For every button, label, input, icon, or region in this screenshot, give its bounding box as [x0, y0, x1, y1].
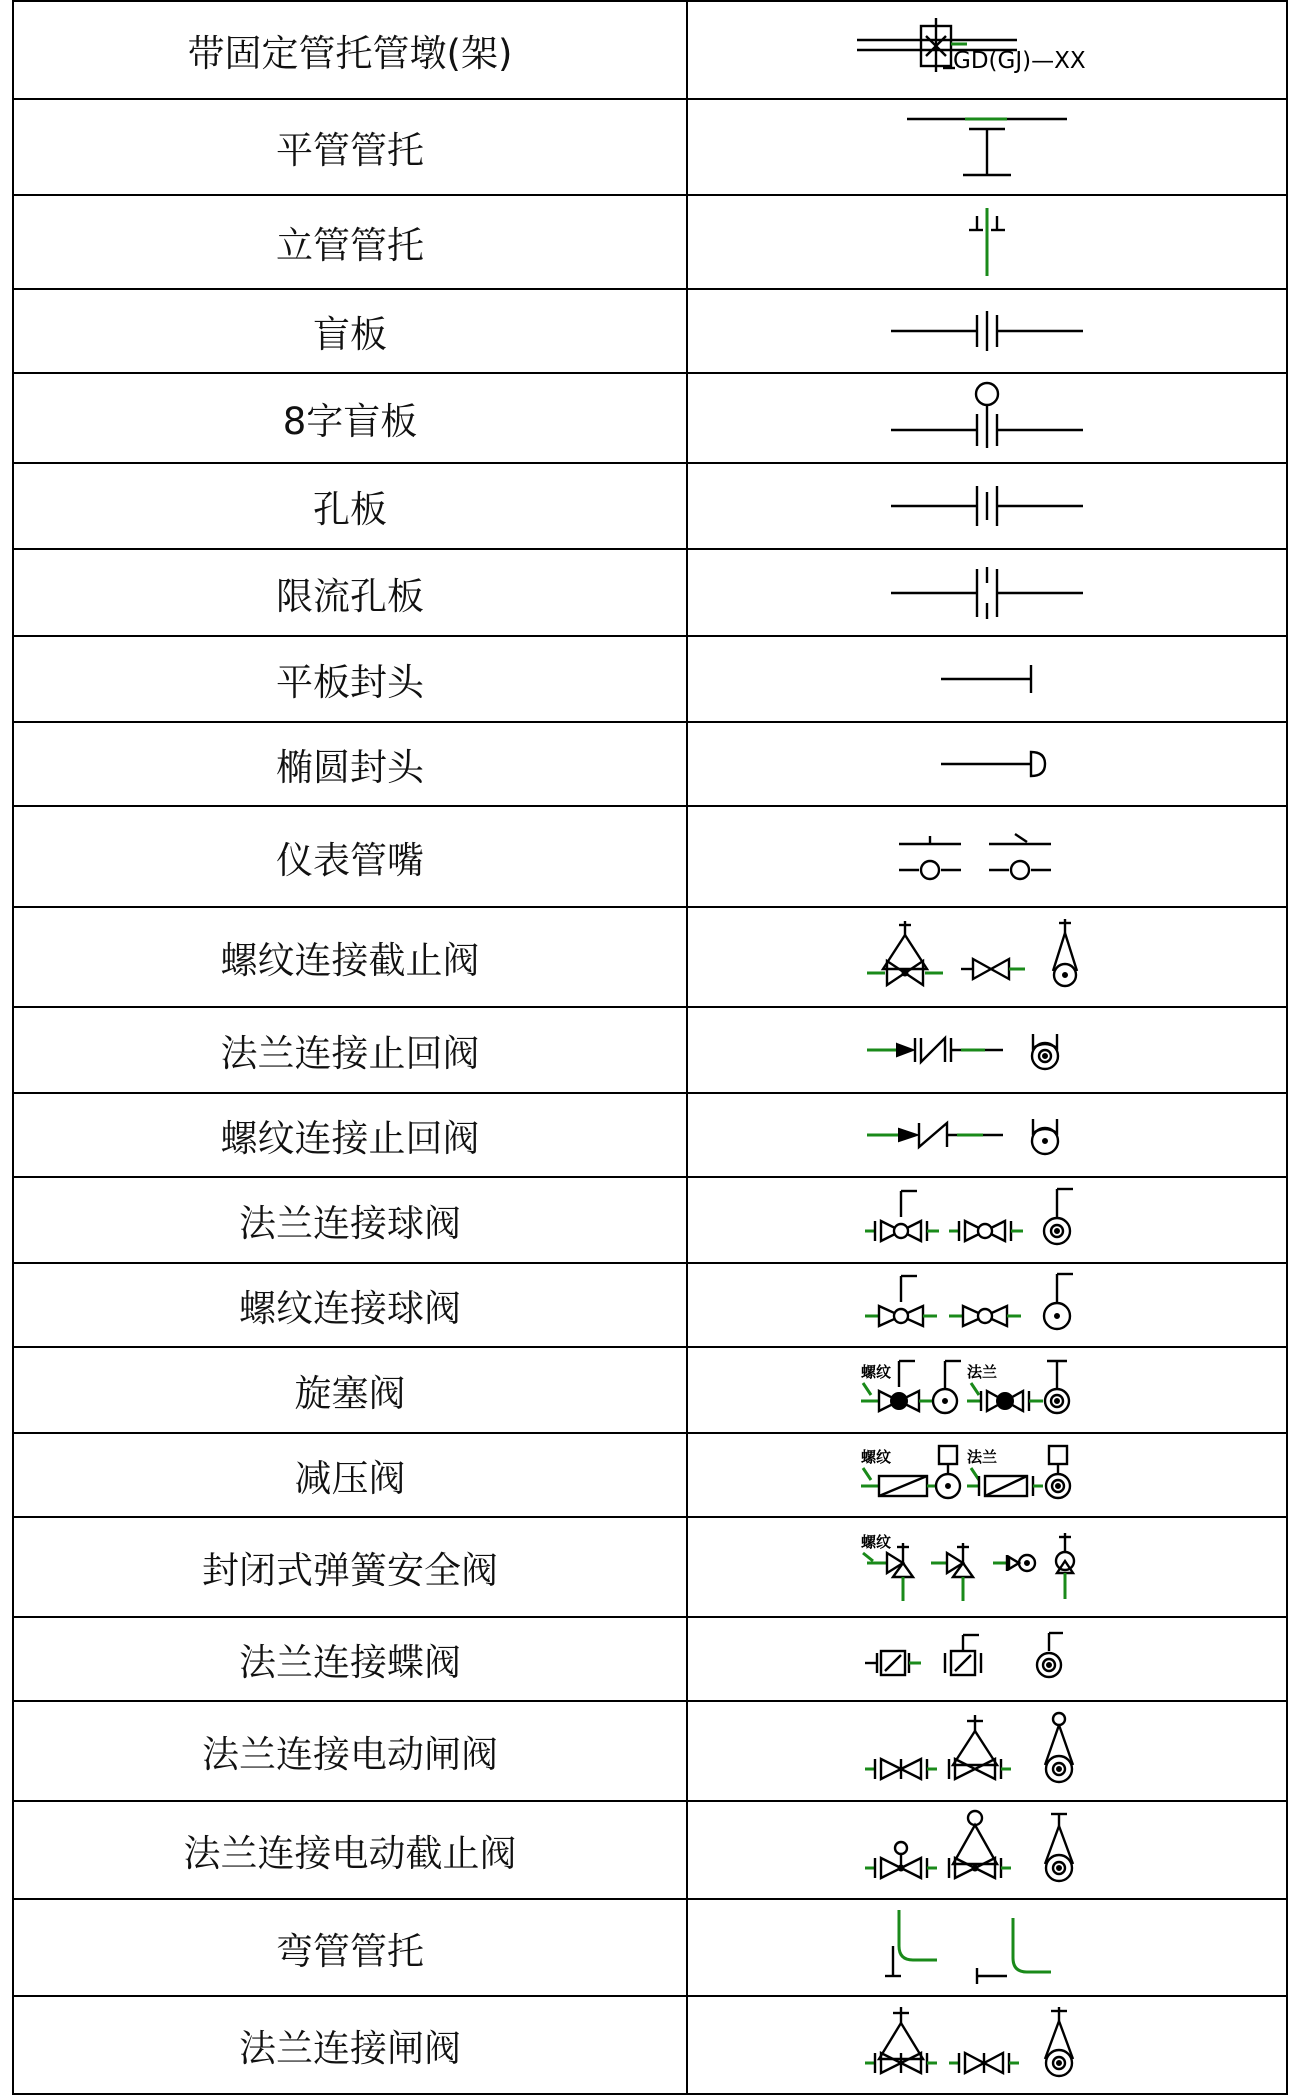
threaded-globe-valve-icon [837, 915, 1137, 999]
symbol-name: 带固定管托管墩(架) [13, 1, 687, 99]
symbol-name: 平板封头 [13, 636, 687, 722]
symbol-name: 旋塞阀 [13, 1347, 687, 1433]
spring-safety-valve-icon [837, 1527, 1137, 1607]
thread-label: 螺纹 [861, 1533, 892, 1551]
table-row [13, 1701, 1287, 1801]
table-row [13, 1433, 1287, 1517]
symbol-name: 平管管托 [13, 99, 687, 195]
symbol-name: 法兰连接蝶阀 [13, 1617, 687, 1701]
flanged-butterfly-valve-icon [837, 1629, 1137, 1689]
elbow-pipe-support-icon [837, 1906, 1137, 1990]
threaded-check-valve-icon [837, 1105, 1137, 1165]
restriction-orifice-icon [837, 561, 1137, 625]
flange-label: 法兰 [967, 1448, 998, 1466]
symbol-name: 法兰连接电动截止阀 [13, 1801, 687, 1899]
flat-head-icon [837, 659, 1137, 699]
table-row [13, 1801, 1287, 1899]
flanged-check-valve-icon [837, 1020, 1137, 1080]
instrument-nozzle-icon [837, 822, 1137, 892]
table-row [13, 463, 1287, 549]
symbol-name: 椭圆封头 [13, 722, 687, 806]
table-row [13, 1996, 1287, 2094]
symbol-name: 螺纹连接球阀 [13, 1263, 687, 1347]
thread-label: 螺纹 [861, 1448, 892, 1466]
symbol-name: 法兰连接止回阀 [13, 1007, 687, 1093]
flanged-ball-valve-icon [837, 1185, 1137, 1255]
symbol-name: 螺纹连接截止阀 [13, 907, 687, 1007]
horizontal-pipe-support-icon [837, 107, 1137, 187]
blind-plate-icon [837, 301, 1137, 361]
table-row [13, 1177, 1287, 1263]
symbol-name: 减压阀 [13, 1433, 687, 1517]
fixed-support-pier-icon [837, 10, 1137, 90]
symbol-name: 法兰连接球阀 [13, 1177, 687, 1263]
symbol-name: 仪表管嘴 [13, 806, 687, 907]
symbol-name: 法兰连接闸阀 [13, 1996, 687, 2094]
table-row [13, 806, 1287, 907]
plug-valve-icon [837, 1355, 1137, 1425]
table-row [13, 289, 1287, 373]
threaded-ball-valve-icon [837, 1270, 1137, 1340]
symbol-name: 法兰连接电动闸阀 [13, 1701, 687, 1801]
table-row [13, 722, 1287, 806]
fixed-support-code: GD(GJ)—XX [953, 48, 1086, 74]
table-row [13, 1517, 1287, 1617]
symbol-name: 立管管托 [13, 195, 687, 289]
flanged-gate-valve-icon [837, 2003, 1137, 2087]
symbol-name: 限流孔板 [13, 549, 687, 636]
flange-label: 法兰 [967, 1363, 998, 1381]
table-row [13, 907, 1287, 1007]
flanged-electric-globe-valve-icon [837, 1808, 1137, 1892]
table-row [13, 1617, 1287, 1701]
orifice-plate-icon [837, 476, 1137, 536]
table-row [13, 1093, 1287, 1177]
table-row [13, 1899, 1287, 1996]
symbol-name: 弯管管托 [13, 1899, 687, 1996]
elliptical-head-icon [837, 744, 1137, 784]
symbol-name: 8字盲板 [13, 373, 687, 463]
flanged-electric-gate-valve-icon [837, 1709, 1137, 1793]
symbol-name: 孔板 [13, 463, 687, 549]
table-row [13, 1263, 1287, 1347]
pipe-symbol-legend-table [12, 0, 1288, 2095]
symbol-name: 封闭式弹簧安全阀 [13, 1517, 687, 1617]
table-row [13, 373, 1287, 463]
table-row [13, 1, 1287, 99]
thread-label: 螺纹 [861, 1363, 892, 1381]
table-row [13, 1007, 1287, 1093]
symbol-name: 盲板 [13, 289, 687, 373]
table-row [13, 1347, 1287, 1433]
pressure-reducing-valve-icon [837, 1440, 1137, 1510]
vertical-pipe-support-icon [837, 202, 1137, 282]
symbol-table-container [12, 0, 1288, 2095]
table-row [13, 195, 1287, 289]
table-row [13, 636, 1287, 722]
table-row [13, 99, 1287, 195]
symbol-name: 螺纹连接止回阀 [13, 1093, 687, 1177]
spectacle-blind-icon [837, 380, 1137, 456]
table-row [13, 549, 1287, 636]
